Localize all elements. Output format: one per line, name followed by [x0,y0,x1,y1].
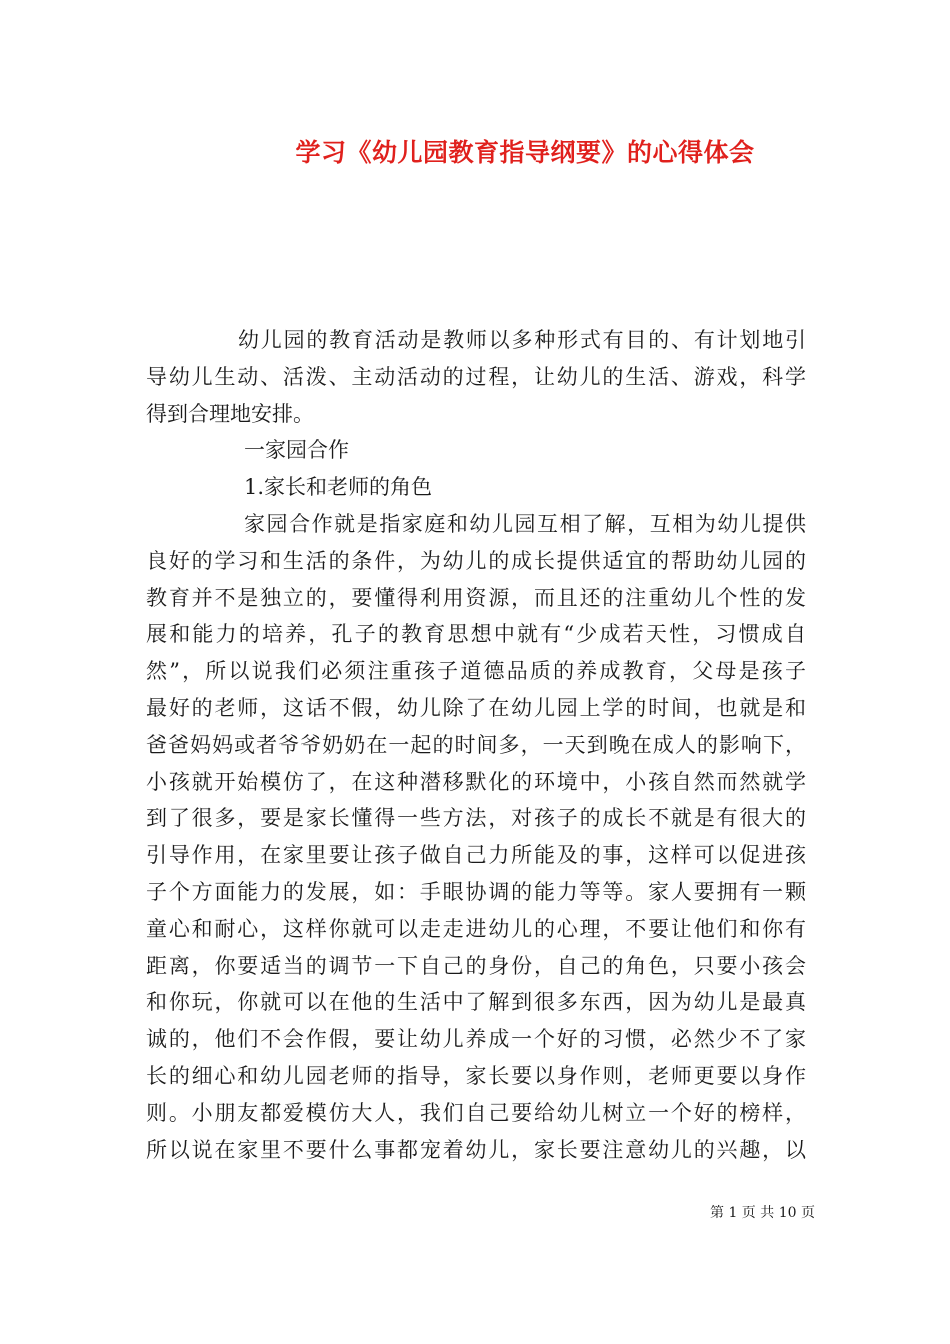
paragraph-line: 爸爸妈妈或者爷爷奶奶在一起的时间多，一天到晚在成人的影响下， [146,732,806,757]
paragraph-line: 诚的，他们不会作假，要让幼儿养成一个好的习惯，必然少不了家 [146,1027,806,1052]
paragraph-line: 1.家长和老师的角色 [244,475,433,500]
paragraph-line: 和你玩，你就可以在他的生活中了解到很多东西，因为幼儿是最真 [146,990,806,1015]
paragraph-line: 子个方面能力的发展，如：手眼协调的能力等等。家人要拥有一颗 [146,879,806,904]
paragraph-line: 引导作用，在家里要让孩子做自己力所能及的事，这样可以促进孩 [146,843,806,868]
paragraph-line: 得到合理地安排。 [146,401,314,426]
paragraph-line: 导幼儿生动、活泼、主动活动的过程，让幼儿的生活、游戏，科学 [146,364,806,389]
paragraph-line: 距离，你要适当的调节一下自己的身份，自己的角色，只要小孩会 [146,953,806,978]
document-title: 学习《幼儿园教育指导纲要》的心得体会 [295,138,755,167]
paragraph-line: 一家园合作 [244,438,349,463]
paragraph-line: 长的细心和幼儿园老师的指导，家长要以身作则，老师更要以身作 [146,1063,806,1088]
paragraph-line: 小孩就开始模仿了，在这种潜移默化的环境中，小孩自然而然就学 [146,769,806,794]
paragraph-line: 良好的学习和生活的条件，为幼儿的成长提供适宜的帮助幼儿园的 [146,548,806,573]
document-body [146,322,806,1168]
paragraph-line: 所以说在家里不要什么事都宠着幼儿，家长要注意幼儿的兴趣，以 [146,1137,806,1162]
page-footer: 第 1 页 共 10 页 [710,1205,815,1221]
paragraph-line: 童心和耐心，这样你就可以走走进幼儿的心理，不要让他们和你有 [146,916,806,941]
paragraph-line: 到了很多，要是家长懂得一些方法，对孩子的成长不就是有很大的 [146,806,806,831]
paragraph-line: 幼儿园的教育活动是教师以多种形式有目的、有计划地引 [238,328,806,352]
paragraph-line: 教育并不是独立的，要懂得利用资源，而且还的注重幼儿个性的发 [146,585,806,610]
paragraph-line: 最好的老师，这话不假，幼儿除了在幼儿园上学的时间，也就是和 [146,695,806,720]
paragraph-line: 家园合作就是指家庭和幼儿园互相了解，互相为幼儿提供 [244,511,806,536]
paragraph-line: 则。小朋友都爱模仿大人，我们自己要给幼儿树立一个好的榜样， [146,1100,806,1125]
paragraph-line: 然”，所以说我们必须注重孩子道德品质的养成教育，父母是孩子 [146,659,806,684]
paragraph-line: 展和能力的培养，孔子的教育思想中就有“少成若天性，习惯成自 [146,622,806,647]
